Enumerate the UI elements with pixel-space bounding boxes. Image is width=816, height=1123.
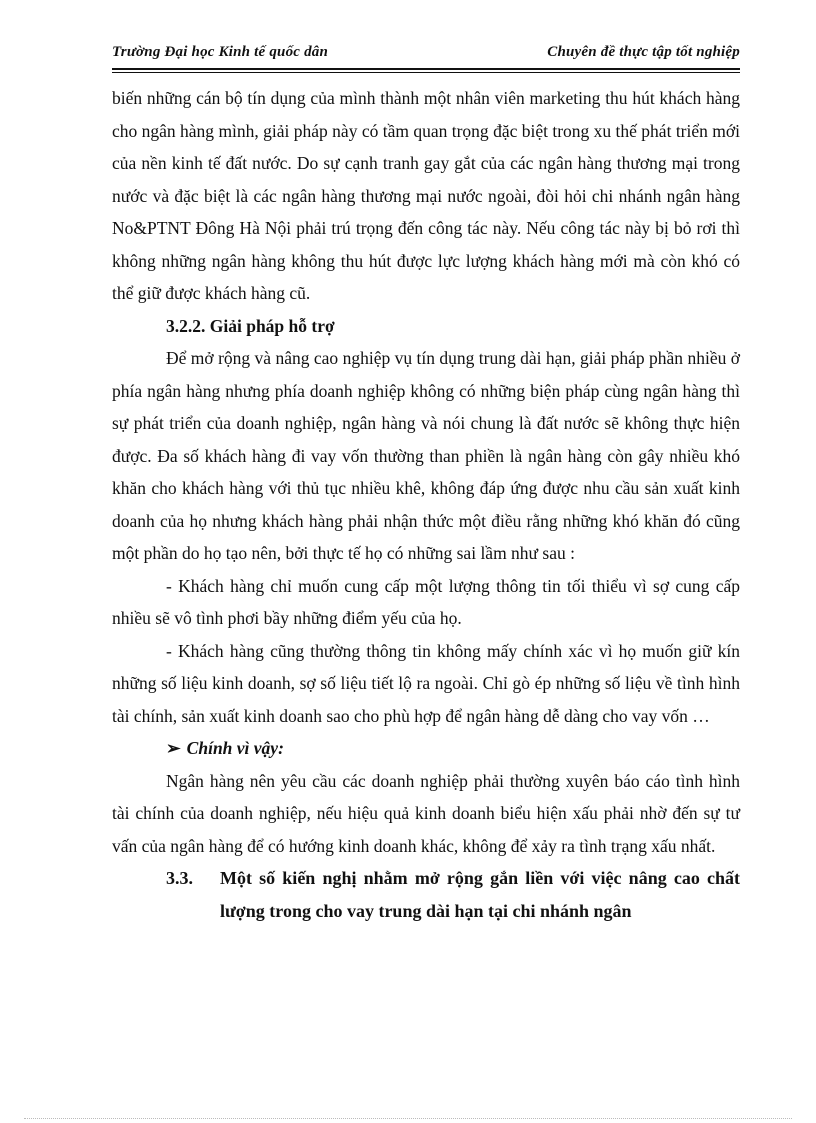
page-header <box>112 44 740 66</box>
bullet-inaccurate-info: - Khách hàng cũng thường thông tin không mấy chính xác vì họ muốn giữ kín những số liệu kinh doanh, sợ số liệu tiết lộ ra ngoài. Chỉ gò ép những số liệu về tình hình tài chính, sản xuất kinh doanh sao cho phù hợp để ngân hàng dễ dàng cho vay vốn … <box>112 640 740 726</box>
section-heading-3-3 <box>112 862 740 928</box>
header-rule <box>112 68 740 70</box>
paragraph-bank-request: Ngân hàng nên yêu cầu các doanh nghiệp phải thường xuyên báo cáo tình hình tài chính của doanh nghiệp, nếu hiệu quả kinh doanh biểu hiện xấu phải nhờ đến sự tư vấn của ngân hàng để có hướng kinh doanh khác, không để xảy ra tình trạng xấu nhất. <box>112 770 740 856</box>
paragraph-support-solution: Để mở rộng và nâng cao nghiệp vụ tín dụng trung dài hạn, giải pháp phần nhiều ở phía ngân hàng nhưng phía doanh nghiệp không có những biện pháp cùng ngân hàng thì sự phát triển của doanh nghiệp, ngân hàng và nói chung là đất nước sẽ không thực hiện được. Đa số khách hàng đi vay vốn thường than phiền là ngân hàng còn gây nhiều khó khăn cho khách hàng với thủ tục nhiều khê, không đáp ứng được nhu cầu sản xuất kinh doanh của họ nhưng khách hàng phải nhận thức một điều rằng những khó khăn đó cũng một phần do họ tạo nên, bởi thực tế họ có những sai lầm như sau : <box>112 348 740 563</box>
document-body <box>112 82 740 928</box>
arrow-bullet-icon: ➢ <box>166 738 181 758</box>
emphasis-text: Chính vì vậy: <box>186 738 284 758</box>
header-report-title: Chuyên đề thực tập tốt nghiệp <box>547 44 740 60</box>
page-bottom-border <box>24 1118 792 1119</box>
bullet-minimal-info: - Khách hàng chỉ muốn cung cấp một lượng thông tin tối thiểu vì sợ cung cấp nhiều sẽ vô tình phơi bầy những điểm yếu của họ. <box>112 575 740 628</box>
paragraph-marketing: biến những cán bộ tín dụng của mình thành một nhân viên marketing thu hút khách hàng cho ngân hàng mình, giải pháp này có tầm quan trọng đặc biệt trong xu thế phát triển mới của nền kinh tế đất nước. Do sự cạnh tranh gay gắt của các ngân hàng thương mại trong nước và đặc biệt là các ngân hàng thương mại nước ngoài, đòi hỏi chi nhánh ngân hàng No&PTNT Đông Hà Nội phải trú trọng đến công tác này. Nếu công tác này bị bỏ rơi thì không những ngân hàng không thu hút được lực lượng khách hàng mới mà còn khó có thể giữ được khách hàng cũ. <box>112 88 740 303</box>
header-university: Trường Đại học Kinh tế quốc dân <box>112 44 329 60</box>
header-rule-thin <box>112 72 740 73</box>
section-heading-3-2-2: 3.2.2. Giải pháp hỗ trợ <box>166 315 335 336</box>
section-number: 3.3. <box>166 868 193 888</box>
section-heading-text: Một số kiến nghị nhằm mở rộng gắn liền với việc nâng cao chất lượng trong cho vay trung dài hạn tại chi nhánh ngân <box>220 868 740 921</box>
emphasis-line <box>112 732 740 765</box>
